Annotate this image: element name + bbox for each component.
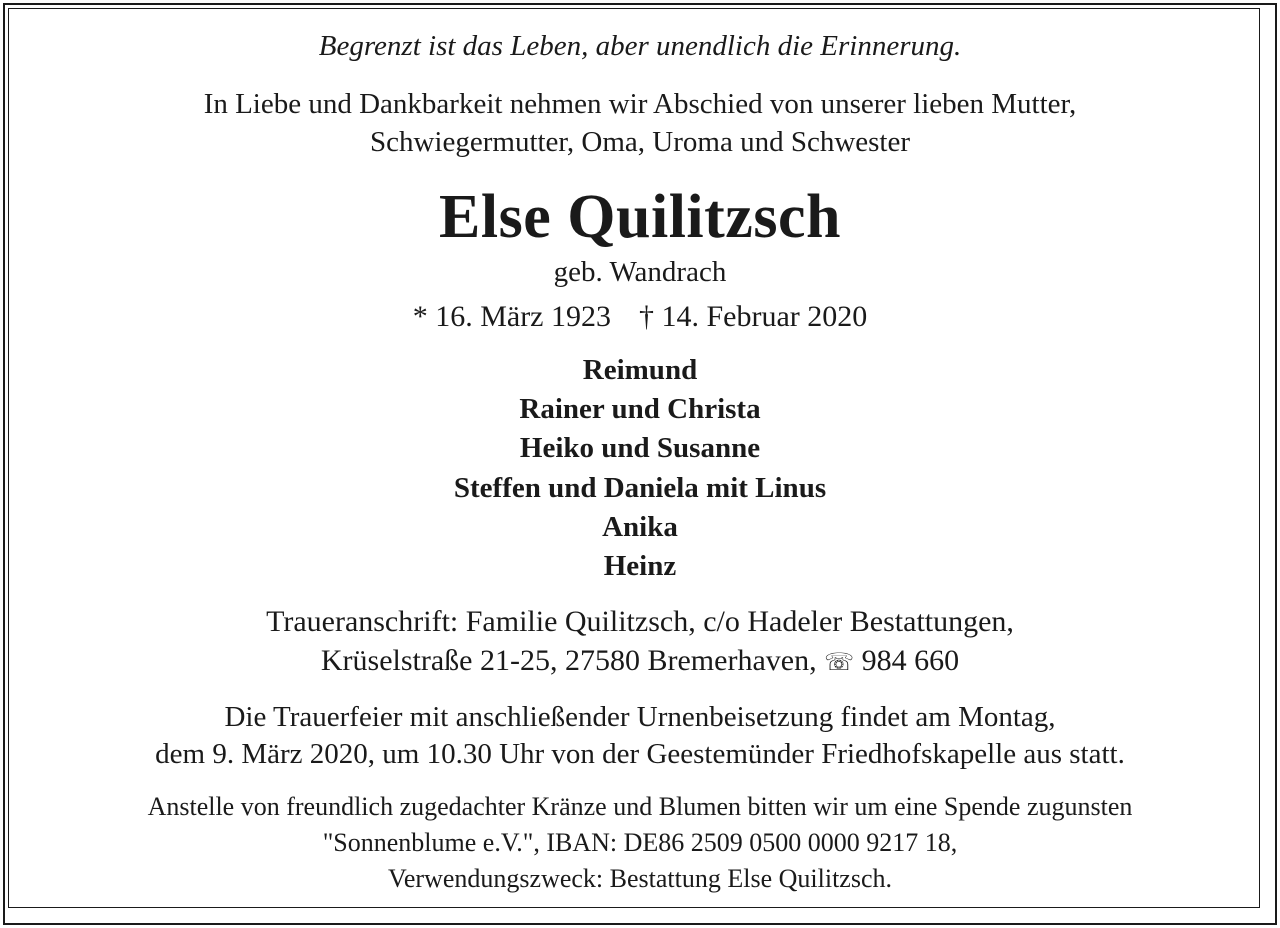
mourner-3: Heiko und Susanne: [519, 432, 761, 464]
motto: Begrenzt ist das Leben, aber unendlich die Erinnerung.: [318, 30, 962, 62]
mourner-1: Reimund: [582, 354, 698, 386]
address-street: Krüselstraße 21-25, 27580 Bremerhaven,: [320, 644, 817, 677]
birth-date: * 16. März 1923: [412, 300, 611, 333]
phone-number: 984 660: [861, 644, 960, 677]
mourner-2: Rainer und Christa: [519, 393, 761, 425]
address-line-2: [0, 644, 1280, 678]
deceased-name: Else Quilitzsch: [439, 183, 841, 251]
mourner-4: Steffen und Daniela mit Linus: [453, 472, 827, 504]
telephone-icon: ☏: [824, 650, 855, 676]
ceremony-line-1: Die Trauerfeier mit anschließender Urnenbeisetzung findet am Montag,: [224, 701, 1056, 733]
intro-line-2: Schwiegermutter, Oma, Uroma und Schwester: [369, 126, 911, 158]
mourner-5: Anika: [602, 511, 678, 543]
donation-line-3: Verwendungszweck: Bestattung Else Quilitzsch.: [388, 864, 892, 893]
ceremony-line-2: dem 9. März 2020, um 10.30 Uhr von der Geestemünder Friedhofskapelle aus statt.: [155, 738, 1125, 770]
intro-line-1: In Liebe und Dankbarkeit nehmen wir Abschied von unserer lieben Mutter,: [203, 88, 1077, 120]
donation-line-1: Anstelle von freundlich zugedachter Kränze und Blumen bitten wir um eine Spende zugunsten: [147, 792, 1133, 821]
life-dates: [0, 300, 1280, 334]
birth-name: geb. Wandrach: [553, 256, 727, 288]
donation-line-2: "Sonnenblume e.V.", IBAN: DE86 2509 0500 0000 9217 18,: [322, 828, 958, 857]
mourner-6: Heinz: [603, 550, 677, 582]
address-line-1: Traueranschrift: Familie Quilitzsch, c/o Hadeler Bestattungen,: [266, 605, 1014, 638]
death-date: † 14. Februar 2020: [639, 300, 868, 333]
